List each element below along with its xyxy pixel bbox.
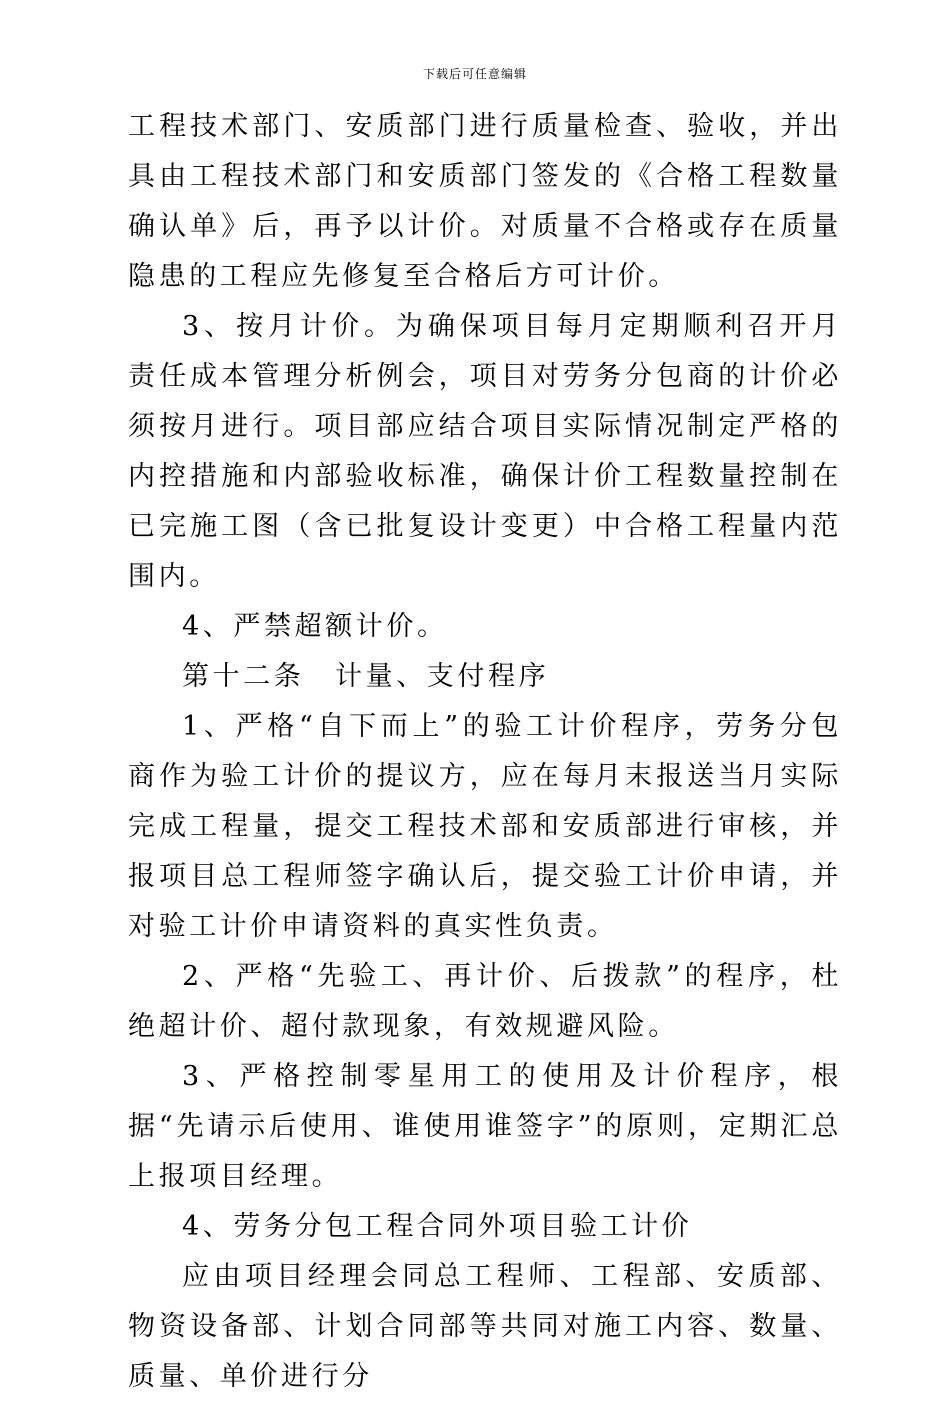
article-heading: 第十二条 计量、支付程序 — [182, 661, 550, 692]
paragraph-monthly-pricing: 3、按月计价。为确保项目每月定期顺利召开月责任成本管理分析例会，项目对劳务分包商的计价必须按月进行。项目部应结合项目实际情况制定严格的内控措施和内部验收标准，确保计价工程数量控制在已完施工图（含已批复设计变更）中合格工程量内范围内。 — [128, 311, 842, 592]
paragraph-continuation: 工程技术部门、安质部门进行质量检查、验收，并出具由工程技术部门和安质部门签发的《合格工程数量确认单》后，再予以计价。对质量不合格或存在质量隐患的工程应先修复至合格后方可计价。 — [128, 111, 842, 292]
page-header: 下载后可任意编辑 — [422, 67, 527, 81]
paragraph-out-of-contract-items: 4、劳务分包工程合同外项目验工计价 — [182, 1211, 693, 1242]
paragraph-joint-review: 应由项目经理会同总工程师、工程部、安质部、物资设备部、计划合同部等共同对施工内容、数量、质量、单价进行分 — [128, 1261, 842, 1392]
paragraph-odd-jobs-control: 3、严格控制零星用工的使用及计价程序，根据“先请示后使用、谁使用谁签字”的原则，定期汇总上报项目经理。 — [128, 1061, 842, 1192]
paragraph-inspect-price-pay: 2、严格“先验工、再计价、后拨款”的程序，杜绝超计价、超付款现象，有效规避风险。 — [128, 961, 842, 1042]
paragraph-no-excess-pricing: 4、严禁超额计价。 — [182, 611, 448, 642]
paragraph-bottom-up-procedure: 1、严格“自下而上”的验工计价程序，劳务分包商作为验工计价的提议方，应在每月末报送当月实际完成工程量，提交工程技术部和安质部进行审核，并报项目总工程师签字确认后，提交验工计价申请，并对验工计价申请资料的真实性负责。 — [128, 711, 842, 942]
document-body — [128, 102, 842, 1402]
